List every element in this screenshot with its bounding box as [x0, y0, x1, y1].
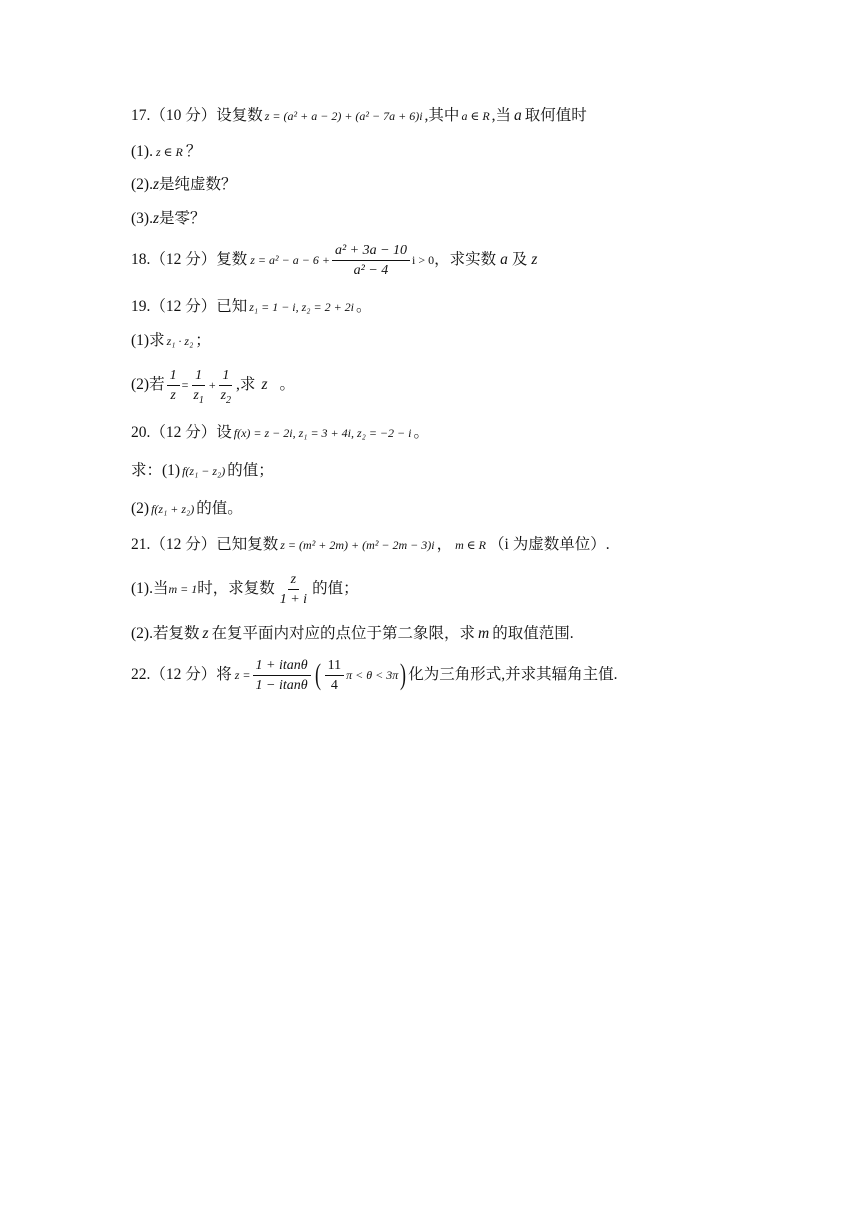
q17-part-1	[131, 142, 201, 162]
q18-formula-left: z = a² − a − 6 +	[250, 253, 330, 267]
q21-formula: z = (m² + 2m) + (m² − 2m − 3)i	[280, 538, 435, 552]
q19-frac-1-over-z1: $\frac{1}{z_1}$	[193, 367, 204, 406]
q17-p2-variable: z	[152, 176, 159, 193]
q19-p2-tail: ,求	[236, 376, 256, 393]
q19-p1-formula: z₁ · z₂	[166, 334, 194, 348]
q17-p3-variable: z	[152, 210, 159, 227]
q21-p1-mid: 时，求复数	[197, 580, 275, 597]
q17-variable: a	[514, 107, 522, 124]
q21-p1-fraction	[277, 571, 310, 608]
q21-p1-fraction-denominator: 1 + i	[279, 591, 308, 607]
q18-head: 18.（12 分）复数	[131, 251, 248, 268]
q21-p2-tail: 的取值范围.	[492, 625, 574, 642]
q18-fraction	[332, 242, 410, 279]
q20-p2-tail: 的值。	[196, 500, 243, 517]
q18-formula-right: i > 0	[412, 253, 435, 267]
q20-part-1	[131, 461, 274, 481]
q17-part-3	[131, 209, 206, 229]
q17-p2-tail: 是纯虚数？	[159, 176, 237, 193]
q21-sep: ，	[436, 536, 453, 553]
q22-fraction	[253, 657, 311, 694]
q20-head: 20.（12 分）设	[131, 424, 232, 441]
q21-p1-condition: m = 1	[168, 582, 198, 596]
q19-p2-label: (2)若	[131, 376, 165, 393]
q21-p2-label: (2).若复数	[131, 625, 200, 642]
q19-head: 19.（12 分）已知	[131, 298, 248, 315]
q20-p1-tail: 的值；	[227, 462, 274, 479]
question-21	[131, 535, 610, 555]
q22-range-rest: π < θ < 3π	[346, 668, 399, 682]
q19-p1-tail: ；	[195, 332, 211, 349]
q22-range-fraction	[325, 657, 344, 694]
question-22	[131, 655, 618, 695]
q20-part-2	[131, 499, 243, 519]
q20-p2-formula: f(z₁ + z₂)	[151, 502, 195, 516]
q19-formula: z₁ = 1 − i, z₂ = 2 + 2i	[249, 300, 355, 314]
q17-p3-label: (3).	[131, 210, 153, 227]
q22-fraction-numerator: 1 + itanθ	[253, 657, 311, 676]
q22-fraction-denominator: 1 − itanθ	[255, 677, 308, 693]
q19-head-end: 。	[356, 298, 372, 315]
q17-p1-formula: z ∈ R	[155, 145, 183, 159]
q22-left-paren: (	[314, 658, 321, 691]
q17-tail: 取何值时	[524, 107, 587, 124]
q20-p2-label: (2)	[131, 500, 150, 517]
q21-p2-variable-m: m	[478, 625, 490, 642]
q22-range-denominator: 4	[330, 677, 338, 693]
q17-p3-tail: 是零？	[159, 210, 206, 227]
q21-part-2	[131, 624, 574, 644]
q22-tail: 化为三角形式,并求其辐角主值.	[408, 666, 618, 683]
q17-part-2	[131, 175, 237, 195]
q19-p2-variable: z	[261, 376, 268, 393]
q18-var2: z	[531, 251, 538, 268]
q19-part-2: (2)若 $\frac{1}{z}$ = $\frac{1}{z_1}$ + $\frac{1}{z_2}$ ,求 z 。	[131, 367, 295, 406]
q18-tail2: 及	[511, 251, 528, 268]
q22-range-numerator: 11	[325, 657, 344, 676]
q20-head-end: 。	[413, 424, 429, 441]
q21-condition: m ∈ R	[455, 538, 487, 552]
q19-frac-1-over-z2: $\frac{1}{z_2}$	[220, 367, 232, 406]
q18-fraction-numerator: a² + 3a − 10	[332, 242, 410, 261]
q17-p1-label: (1).	[131, 143, 153, 160]
q17-p1-tail: ？	[185, 143, 202, 160]
q19-frac-1-over-z: $\frac{1}{z}$	[167, 367, 180, 404]
q21-tail: （i 为虚数单位）.	[489, 536, 610, 553]
q18-tail1: ，求实数	[434, 251, 497, 268]
q21-p1-fraction-numerator: z	[288, 571, 299, 590]
q17-mid1: ,其中	[424, 107, 460, 124]
q18-fraction-denominator: a² − 4	[353, 262, 389, 278]
q20-p1-formula: f(z₁ − z₂)	[182, 464, 226, 478]
q17-p2-label: (2).	[131, 176, 153, 193]
q19-p2-end: 。	[279, 376, 295, 393]
q21-p2-variable: z	[202, 625, 209, 642]
q21-part-1	[131, 570, 359, 608]
question-20	[131, 423, 429, 443]
question-19	[131, 297, 372, 317]
q19-part-1	[131, 331, 211, 351]
q18-var1: a	[500, 251, 508, 268]
q17-head: 17.（10 分）设复数	[131, 107, 263, 124]
q22-right-paren: )	[400, 658, 407, 691]
q19-p1-label: (1)求	[131, 332, 165, 349]
q21-p1-label: (1).当	[131, 580, 169, 597]
question-18	[131, 242, 537, 278]
q21-p1-tail: 的值；	[312, 580, 359, 597]
q21-p2-mid: 在复平面内对应的点位于第二象限，求	[211, 625, 476, 642]
q20-formula: f(x) = z − 2i, z₁ = 3 + 4i, z₂ = −2 − i	[233, 426, 412, 440]
q20-p1-label: 求：(1)	[131, 462, 181, 479]
question-17	[131, 106, 587, 126]
q17-formula: z = (a² + a − 2) + (a² − 7a + 6)i	[264, 109, 423, 123]
q22-z-equals: z =	[234, 668, 251, 682]
q21-head: 21.（12 分）已知复数	[131, 536, 279, 553]
q17-mid2: ,当	[491, 107, 512, 124]
q17-condition: a ∈ R	[461, 109, 490, 123]
q22-head: 22.（12 分）将	[131, 666, 232, 683]
